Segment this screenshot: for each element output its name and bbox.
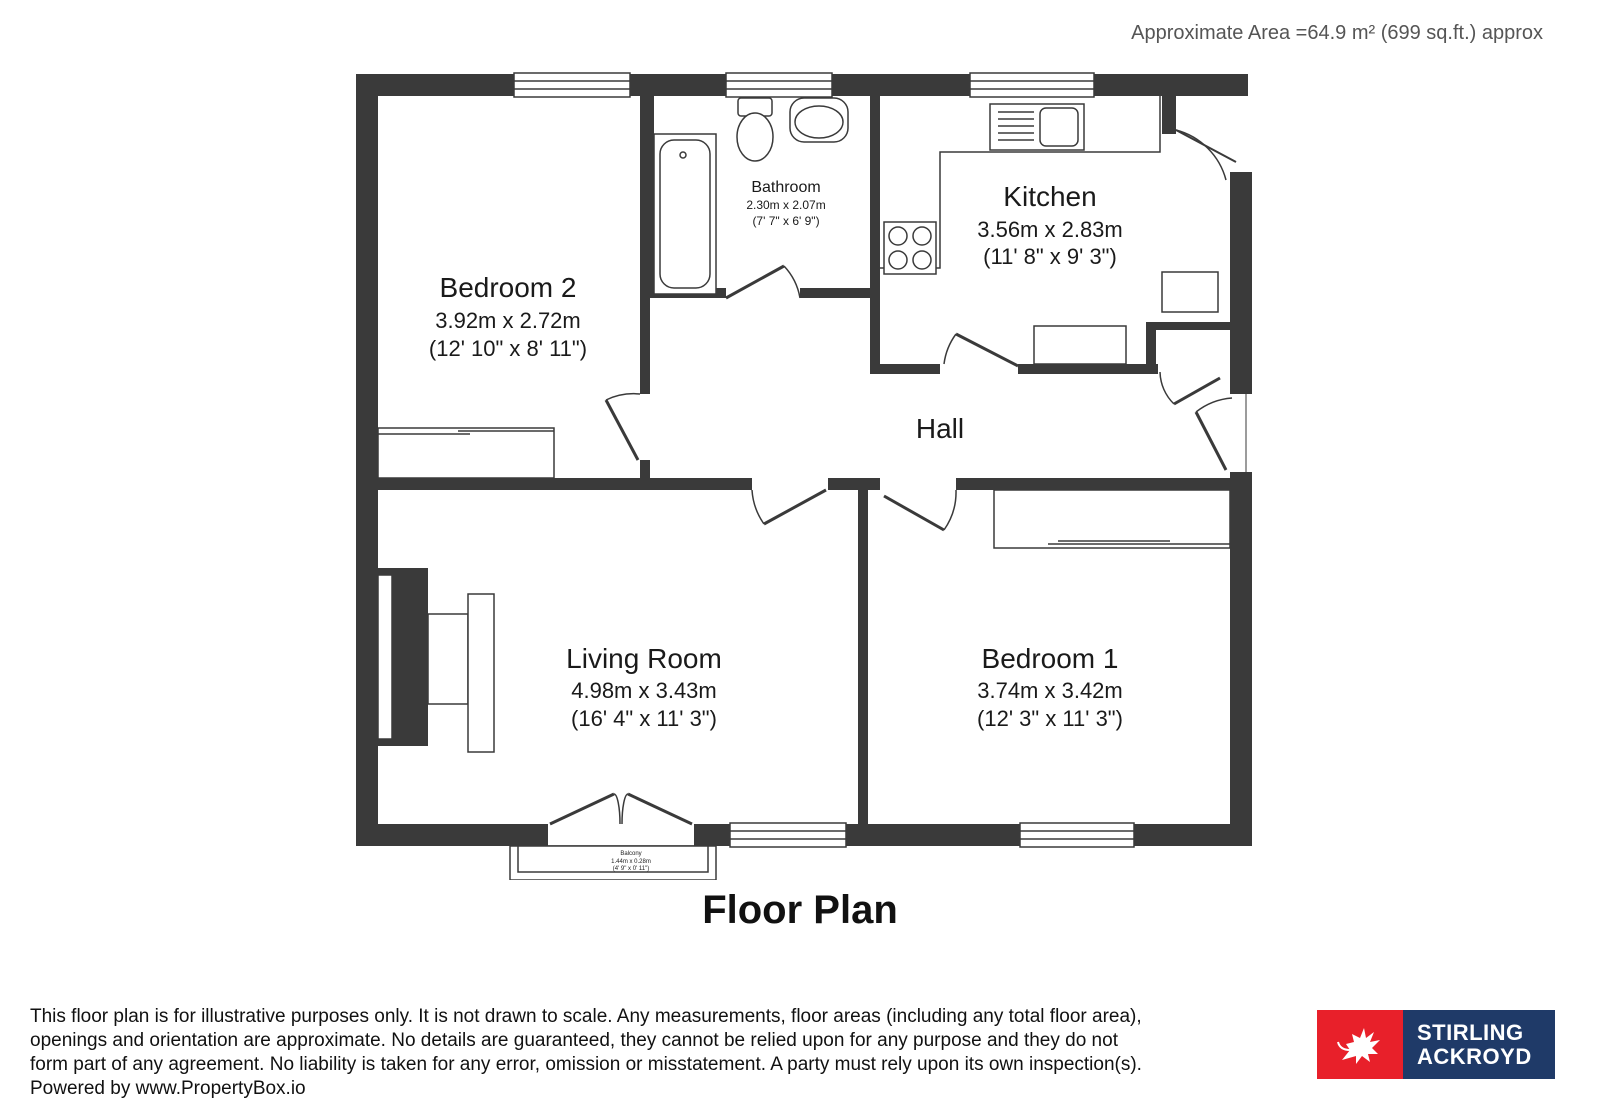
hall-name: Hall (915, 413, 965, 444)
logo-wordmark (1403, 1010, 1555, 1079)
door-balcony (550, 794, 692, 824)
disclaimer-line: form part of any agreement. No liability is taken for any error, omission or misstatement. A party must rely upon its own inspection(s). (30, 1054, 1142, 1075)
balcony-dim-ft: (4' 9" x 0' 11") (612, 866, 650, 872)
logo-line1: STIRLING (1417, 1019, 1524, 1045)
door-bathroom (726, 266, 800, 298)
kitchen-dim-ft: (11' 8" x 9' 3") (983, 244, 1117, 269)
bathroom-name: Bathroom (751, 179, 821, 196)
living-room-dim-ft: (16' 4" x 11' 3") (571, 706, 717, 731)
page-title: Floor Plan (702, 888, 898, 932)
disclaimer-line: This floor plan is for illustrative purposes only. It is not drawn to scale. Any measurements, floor areas (including any total floor area), (30, 1006, 1142, 1027)
approximate-area: Approximate Area =64.9 m² (699 sq.ft.) approx (1131, 22, 1543, 44)
stirling-ackroyd-logo (1317, 1010, 1555, 1079)
bathroom-dim-m: 2.30m x 2.07m (746, 198, 826, 212)
wardrobe-bedroom2 (378, 428, 554, 478)
sink-icon (990, 104, 1084, 150)
window-kitchen (970, 73, 1094, 97)
door-entrance (1196, 394, 1246, 474)
kitchen-dim-m: 3.56m x 2.83m (977, 217, 1123, 242)
window-living (730, 823, 846, 847)
balcony-name: Balcony (620, 851, 642, 857)
bedroom2-dim-m: 3.92m x 2.72m (435, 308, 581, 333)
disclaimer (30, 1005, 1290, 1101)
door-kitchen-external (1176, 130, 1236, 180)
bedroom2-name: Bedroom 2 (439, 272, 577, 303)
door-living (752, 490, 826, 524)
balcony-dim-m: 1.44m x 0.28m (611, 859, 651, 865)
window-bedroom1 (1020, 823, 1134, 847)
logo-line2: ACKROYD (1417, 1043, 1532, 1069)
wardrobe-bedroom1 (994, 490, 1230, 548)
kitchen-name: Kitchen (1003, 181, 1097, 212)
bedroom1-name: Bedroom 1 (981, 643, 1119, 674)
kitchen-appliance (1162, 272, 1218, 312)
bath-icon (654, 134, 716, 294)
basin-icon (790, 98, 848, 142)
hob-icon (884, 222, 936, 274)
logo-emblem (1317, 1010, 1403, 1079)
door-bedroom2 (606, 394, 640, 460)
window-bedroom2 (514, 73, 630, 97)
bedroom2-dim-ft: (12' 10" x 8' 11") (428, 336, 588, 361)
door-cupboard (1160, 372, 1220, 404)
griffin-icon (1330, 1020, 1390, 1070)
door-bedroom1 (884, 490, 956, 530)
kitchen-unit (1034, 326, 1126, 364)
disclaimer-line: Powered by www.PropertyBox.io (30, 1078, 306, 1099)
disclaimer-line: openings and orientation are approximate. No details are guaranteed, they cannot be relied upon for any purpose and they do not (30, 1030, 1118, 1051)
bedroom1-dim-ft: (12' 3" x 11' 3") (977, 706, 1123, 731)
living-room-name: Living Room (566, 643, 722, 674)
window-bathroom (726, 73, 832, 97)
balcony-door-opening (548, 822, 694, 848)
door-kitchen (944, 334, 1018, 366)
living-room-dim-m: 4.98m x 3.43m (571, 678, 717, 703)
bathroom-dim-ft: (7' 7" x 6' 9") (752, 214, 820, 228)
toilet-icon (737, 98, 773, 161)
bedroom1-dim-m: 3.74m x 3.42m (977, 678, 1123, 703)
